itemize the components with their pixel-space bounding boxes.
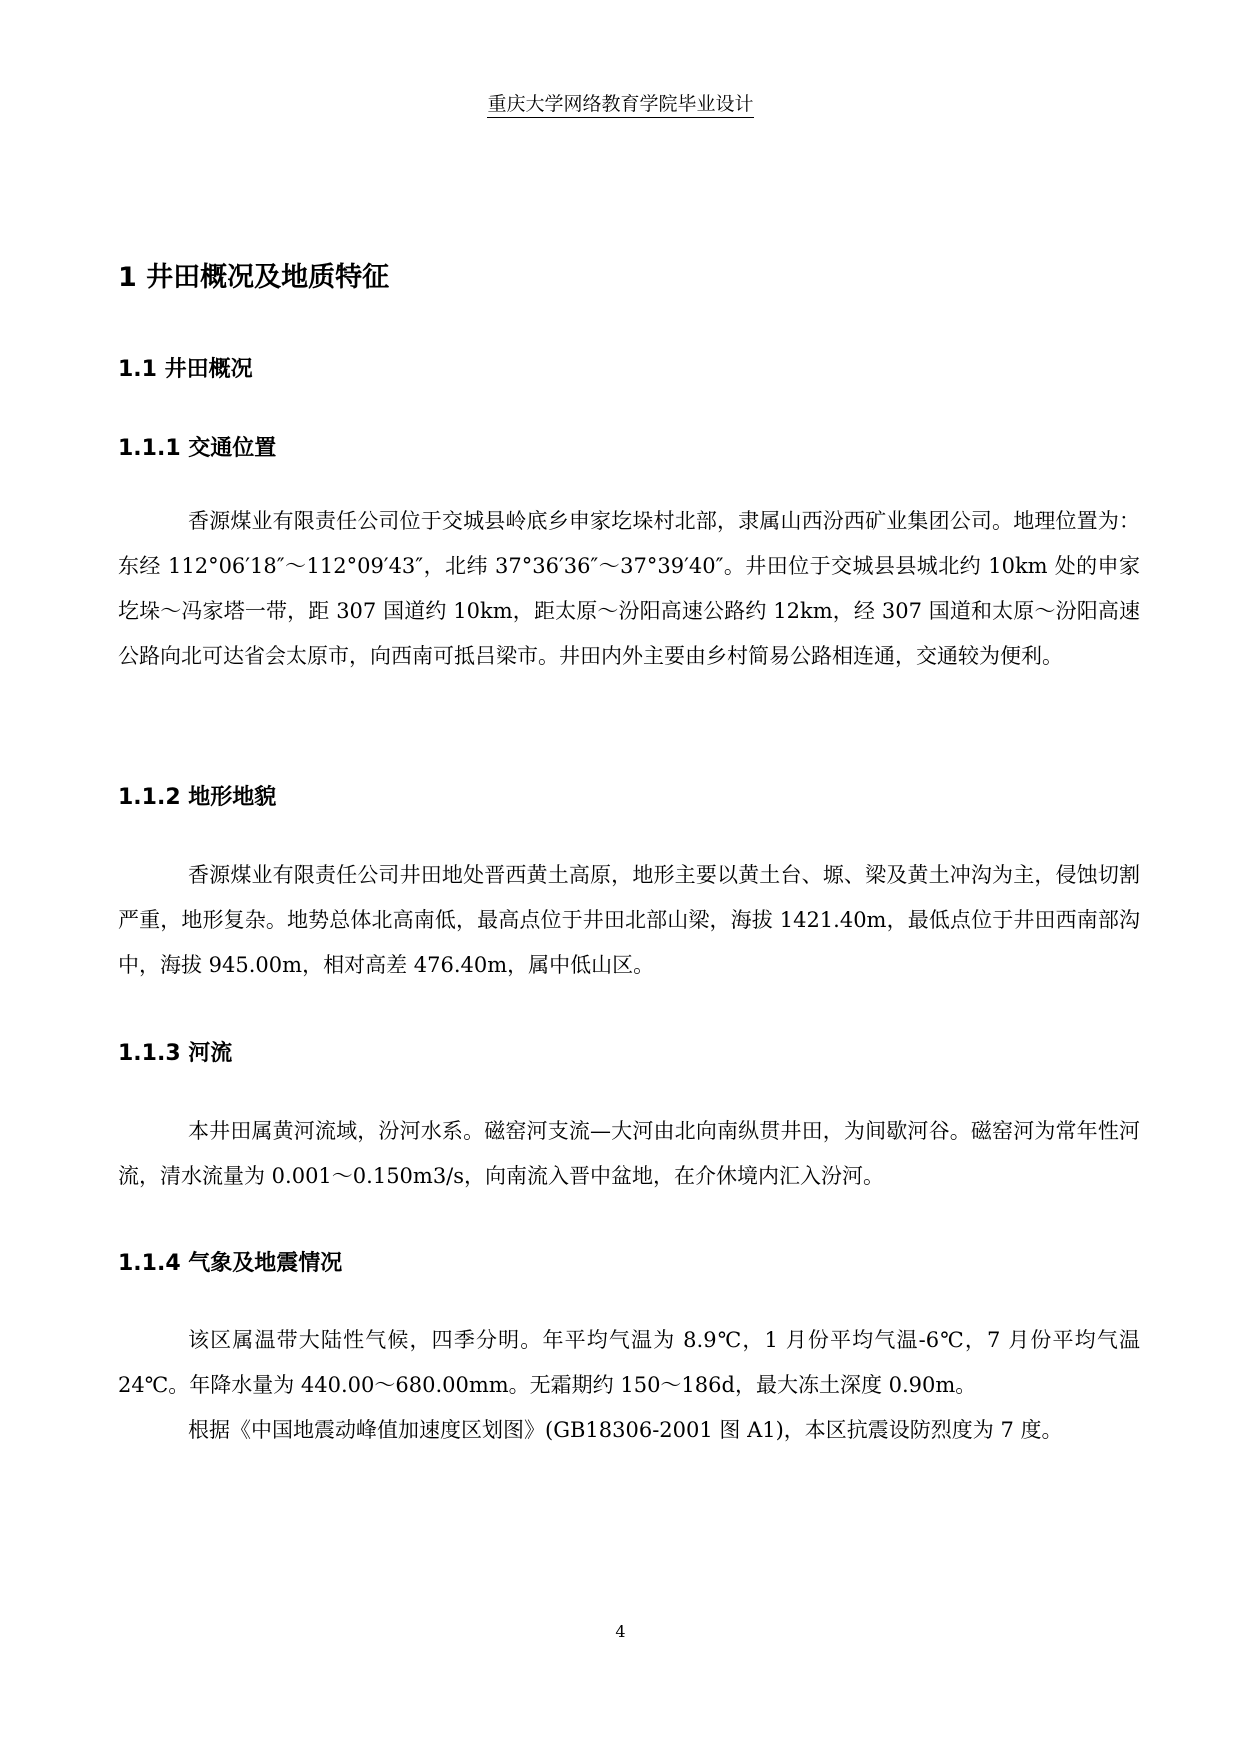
- page-header: [0, 90, 1241, 118]
- paragraph-traffic-location: 香源煤业有限责任公司位于交城县岭底乡申家圪垛村北部，隶属山西汾西矿业集团公司。地理位置为：东经 112°06′18″～112°09′43″，北纬 37°36′36″～37°39′40″。井田位于交城县县城北约 10km 处的申家圪垛～冯家塔一带，距 307 国道约 10km，距太原～汾阳高速公路约 12km，经 307 国道和太原～汾阳高速公路向北可达省会太原市，向西南可抵吕梁市。井田内外主要由乡村简易公路相连通，交通较为便利。: [118, 509, 1140, 668]
- section-heading-1-1-3: 1.1.3 河流: [118, 1041, 233, 1066]
- paragraph-rivers: 本井田属黄河流域，汾河水系。磁窑河支流—大河由北向南纵贯井田，为间歇河谷。磁窑河为常年性河流，清水流量为 0.001～0.150m3/s，向南流入晋中盆地，在介休境内汇入汾河。: [118, 1119, 1140, 1188]
- paragraph-climate: 该区属温带大陆性气候，四季分明。年平均气温为 8.9℃，1 月份平均气温-6℃，7 月份平均气温 24℃。年降水量为 440.00～680.00mm。无霜期约 150～186d，最大冻土深度 0.90m。: [118, 1328, 1140, 1397]
- section-heading-1-1: 1.1 井田概况: [118, 357, 253, 382]
- page-number: 4: [615, 1622, 626, 1641]
- paragraph-topography: 香源煤业有限责任公司井田地处晋西黄土高原，地形主要以黄土台、塬、梁及黄土冲沟为主，侵蚀切割严重，地形复杂。地势总体北高南低，最高点位于井田北部山梁，海拔 1421.40m，最低点位于井田西南部沟中，海拔 945.00m，相对高差 476.40m，属中低山区。: [118, 863, 1140, 977]
- section-heading-1-1-2: 1.1.2 地形地貌: [118, 785, 277, 810]
- paragraph-seismic: 根据《中国地震动峰值加速度区划图》(GB18306-2001 图 A1)，本区抗震设防烈度为 7 度。: [188, 1418, 1063, 1442]
- header-text: 重庆大学网络教育学院毕业设计: [487, 93, 753, 118]
- section-heading-1-1-1: 1.1.1 交通位置: [118, 436, 277, 461]
- chapter-title: 1 井田概况及地质特征: [118, 262, 390, 293]
- section-heading-1-1-4: 1.1.4 气象及地震情况: [118, 1251, 343, 1276]
